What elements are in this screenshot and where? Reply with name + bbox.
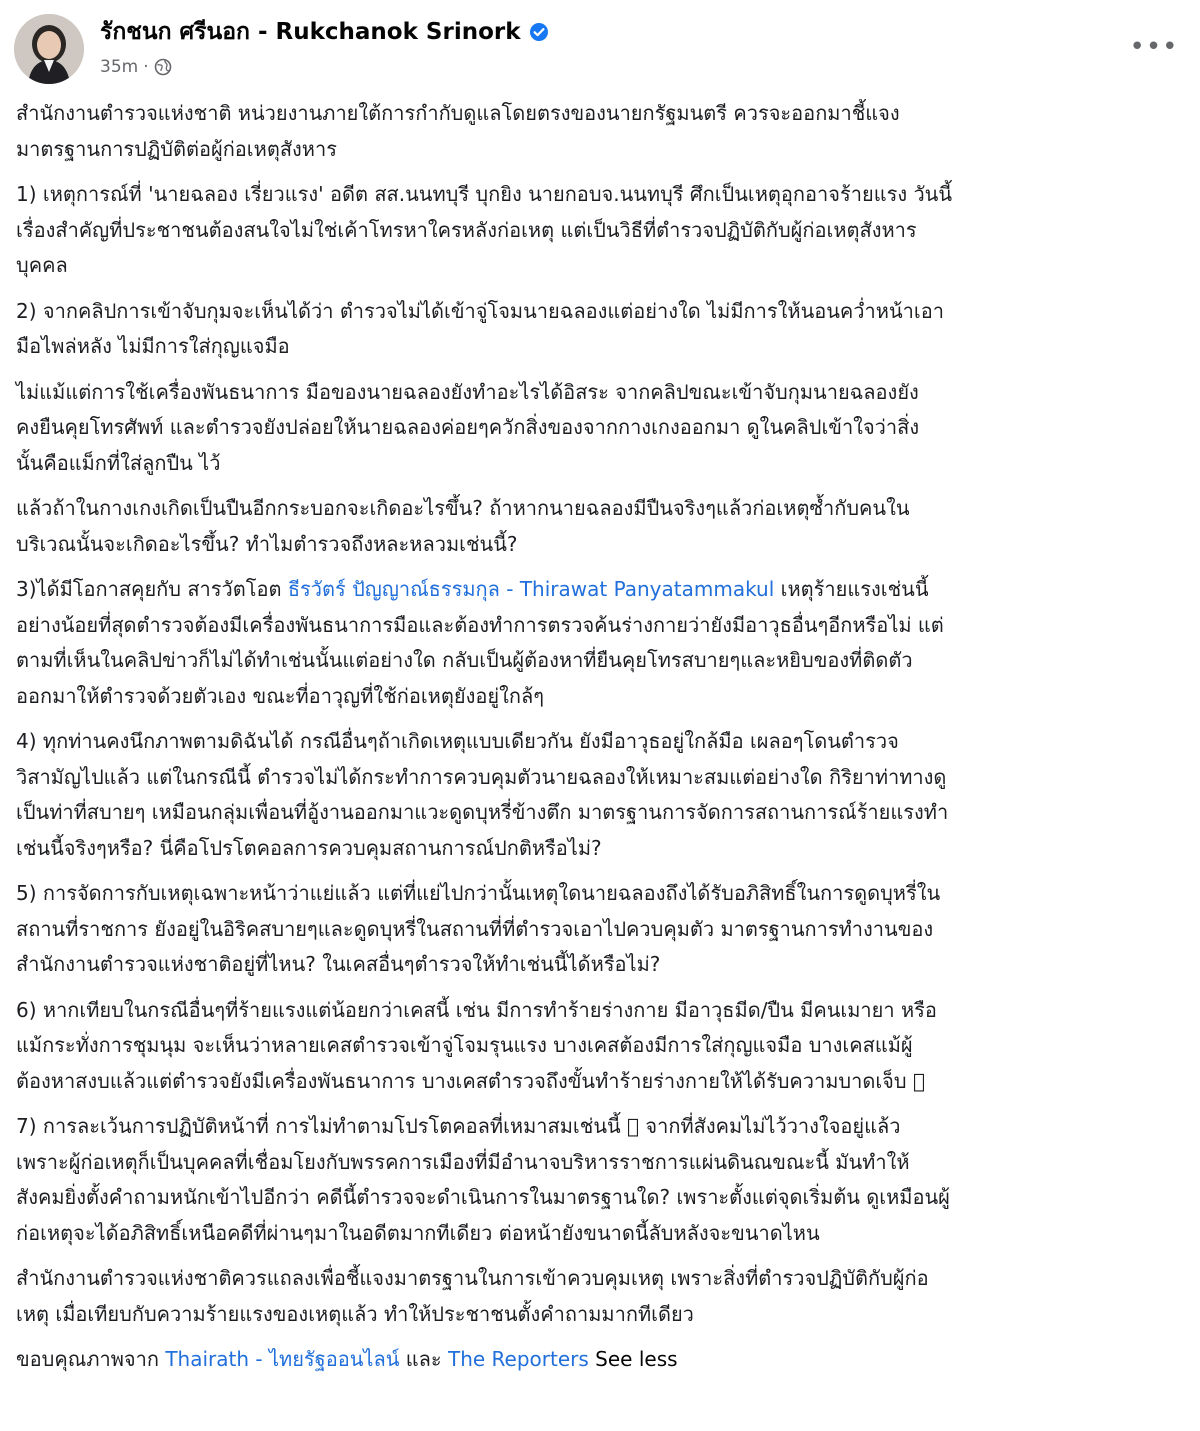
verified-badge-icon xyxy=(529,22,549,42)
see-less-button[interactable]: See less xyxy=(595,1347,678,1371)
post-paragraph-credits xyxy=(16,1342,1188,1378)
author-name[interactable]: รักชนก ศรีนอก - Rukchanok Srinork xyxy=(100,19,521,45)
more-options-button[interactable] xyxy=(1129,32,1179,62)
post-paragraph-6: 6) หากเทียบในกรณีอื่นๆที่ร้ายแรงแต่น้อยกว่าเคสนี้ เช่น มีการทำร้ายร่างกาย มีอาวุธมีด/ปืน มีคนเมายา หรือ แม้กระทั่งการชุมนุม จะเห็นว่าหลายเคสตำรวจเข้าจู่โจมรุนแรง บางเคสต้องมีการใส่กุญแจมือ บางเคสแม้ผู้ ต้องหาสงบแล้วแต่ตำรวจยังมีเครื่องพันธนาการ บางเคสตำรวจถึงขั้นทำร้ายร่างกายให้ได้รับความบาดเจ็บ ⃞ xyxy=(16,997,937,1093)
the-reporters-link[interactable]: The Reporters xyxy=(448,1347,589,1371)
post-paragraph-2b: ไม่แม้แต่การใช้เครื่องพันธนาการ มือของนายฉลองยังทำอะไรได้อิสระ จากคลิปขณะเข้าจับกุมนายฉลองยัง คงยืนคุยโทรศัพท์ และตำรวจยังปล่อยให้นายฉลองค่อยๆควักสิ่งของจากกางเกงออกมา ดูในคลิปเข้าใจว่าสิ่ง นั้นคือแม็กที่ใส่ลูกปืน ไว้ xyxy=(16,379,920,475)
paragraph-3-text-after: เหตุร้ายแรงเช่นนี้ อย่างน้อยที่สุดตำรวจต้องมีเครื่องพันธนาการมือและต้องทำการตรวจค้นร่างกายว่ายังมีอาวุธอื่นๆอีกหรือไม่ แต่ ตามที่เห็นในคลิปข่าวก็ไม่ได้ทำเช่นนั้นแต่อย่างใด กลับเป็นผู้ต้องหาที่ยืนคุยโทรสบายๆและหยิบของที่ติดตัว ออกมาให้ตำรวจด้วยตัวเอง ขณะที่อาวุญที่ใช้ก่อเหตุยังอยู่ใกล้ๆ xyxy=(16,577,944,708)
post-paragraph-closing: สำนักงานตำรวจแห่งชาติควรแถลงเพื่อชี้แจงมาตรฐานในการเข้าควบคุมเหตุ เพราะสิ่งที่ตำรวจปฏิบัติกับผู้ก่อ เหตุ เมื่อเทียบกับความร้ายแรงของเหตุแล้ว ทำให้ประชาชนตั้งคำถามมากทีเดียว xyxy=(16,1266,929,1326)
post-paragraph-5: 5) การจัดการกับเหตุเฉพาะหน้าว่าแย่แล้ว แต่ที่แย่ไปกว่านั้นเหตุใดนายฉลองถึงได้รับอภิสิทธิ์ในการดูดบุหรี่ใน สถานที่ราชการ ยังอยู่ในอิริคสบายๆและดูดบุหรี่ในสถานที่ที่ตำรวจเอาไปควบคุมตัว มาตรฐานการทำงานของ สำนักงานตำรวจแห่งชาติอยู่ที่ไหน? ในเคสอื่นๆตำรวจให้ทำเช่นนี้ได้หรือไม่? xyxy=(16,881,941,976)
post-paragraph-1: 1) เหตุการณ์ที่ 'นายฉลอง เรี่ยวแรง' อดีต สส.นนทบุรี บุกยิง นายกอบจ.นนทบุรี ศึกเป็นเหตุอุกอาจร้ายแรง วันนี้ เรื่องสำคัญที่ประชาชนต้องสนใจไม่ใช่เค้าโทรหาใครหลังก่อเหตุ แต่เป็นวิธีที่ตำรวจปฏิบัติกับผู้ก่อเหตุสังหาร บุคคล xyxy=(16,182,953,277)
post-paragraph-3 xyxy=(16,572,1188,714)
credits-text-mid: และ xyxy=(399,1347,448,1371)
post-paragraph-intro: สำนักงานตำรวจแห่งชาติ หน่วยงานภายใต้การกำกับดูแลโดยตรงของนายกรัฐมนตรี ควรจะออกมาชี้แจง มาตรฐานการปฏิบัติต่อผู้ก่อเหตุสังหาร xyxy=(16,101,900,161)
profile-photo-icon xyxy=(14,14,84,84)
post-paragraph-4: 4) ทุกท่านคงนึกภาพตามดิฉันได้ กรณีอื่นๆถ้าเกิดเหตุแบบเดียวกัน ยังมีอาวุธอยู่ใกล้มือ เผลอๆโดนตำรวจ วิสามัญไปแล้ว แต่ในกรณีนี้ ตำรวจไม่ได้กระทำการควบคุมตัวนายฉลองให้เหมาะสมแต่อย่างใด กิริยาท่าทางดู เป็นท่าที่สบายๆ เหมือนกลุ่มเพื่อนที่อู้งานออกมาแวะดูดบุหรี่ข้างตึก มาตรฐานการจัดการสถานการณ์ร้ายแรงทำ เช่นนี้จริงๆหรือ? นี่คือโปรโตคอลการควบคุมสถานการณ์ปกติหรือไม่? xyxy=(16,729,949,860)
author-row xyxy=(100,12,549,52)
tagged-person-link[interactable]: ธีรวัตร์ ปัญญาณ์ธรรมกุล - Thirawat Panyatammakul xyxy=(287,577,775,601)
credits-text-before: ขอบคุณภาพจาก xyxy=(16,1347,166,1371)
author-block xyxy=(100,12,549,80)
meta-separator: · xyxy=(143,57,149,77)
post-header xyxy=(14,10,1186,86)
paragraph-3-text-before: 3)ได้มีโอกาสคุยกับ สารวัตโอต xyxy=(16,577,288,601)
more-options-icon: ••• xyxy=(1129,32,1179,62)
post-paragraph-2c: แล้วถ้าในกางเกงเกิดเป็นปืนอีกกระบอกจะเกิดอะไรขึ้น? ถ้าหากนายฉลองมีปืนจริงๆแล้วก่อเหตุซ้ำกับคนใน บริเวณนั้นจะเกิดอะไรขึ้น? ทำไมตำรวจถึงหละหลวมเช่นนี้? xyxy=(16,496,910,556)
thairath-link[interactable]: Thairath - ไทยรัฐออนไลน์ xyxy=(165,1347,400,1371)
post-meta xyxy=(100,54,549,80)
globe-icon[interactable] xyxy=(154,58,172,76)
post-paragraph-7: 7) การละเว้นการปฏิบัติหน้าที่ การไม่ทำตามโปรโตคอลที่เหมาสมเช่นนี้ ⃞ จากที่สังคมไม่ไว้วางใจอยู่แล้ว เพราะผู้ก่อเหตุก็เป็นบุคคลที่เชื่อมโยงกับพรรคการเมืองที่มีอำนาจบริหารราชการแผ่นดินณขณะนี้ มันทำให้ สังคมยิ่งตั้งคำถามหนักเข้าไปอีกว่า คดีนี้ตำรวจจะดำเนินการในมาตรฐานใด? เพราะตั้งแต่จุดเริ่มต้น ดูเหมือนผู้ ก่อเหตุจะได้อภิสิทธิ์เหนือคดีที่ผ่านๆมาในอดีตมากทีเดียว ต่อหน้ายังขนาดนี้ลับหลังจะขนาดไหน xyxy=(16,1114,950,1245)
post-time[interactable]: 35m xyxy=(100,57,139,77)
post-paragraph-2: 2) จากคลิปการเข้าจับกุมจะเห็นได้ว่า ตำรวจไม่ได้เข้าจู่โจมนายฉลองแต่อย่างใด ไม่มีการให้นอนคว่ำหน้าเอา มือไพล่หลัง ไม่มีการใส่กุญแจมือ xyxy=(16,298,944,358)
post-body xyxy=(16,96,1188,1388)
avatar[interactable] xyxy=(14,14,84,84)
